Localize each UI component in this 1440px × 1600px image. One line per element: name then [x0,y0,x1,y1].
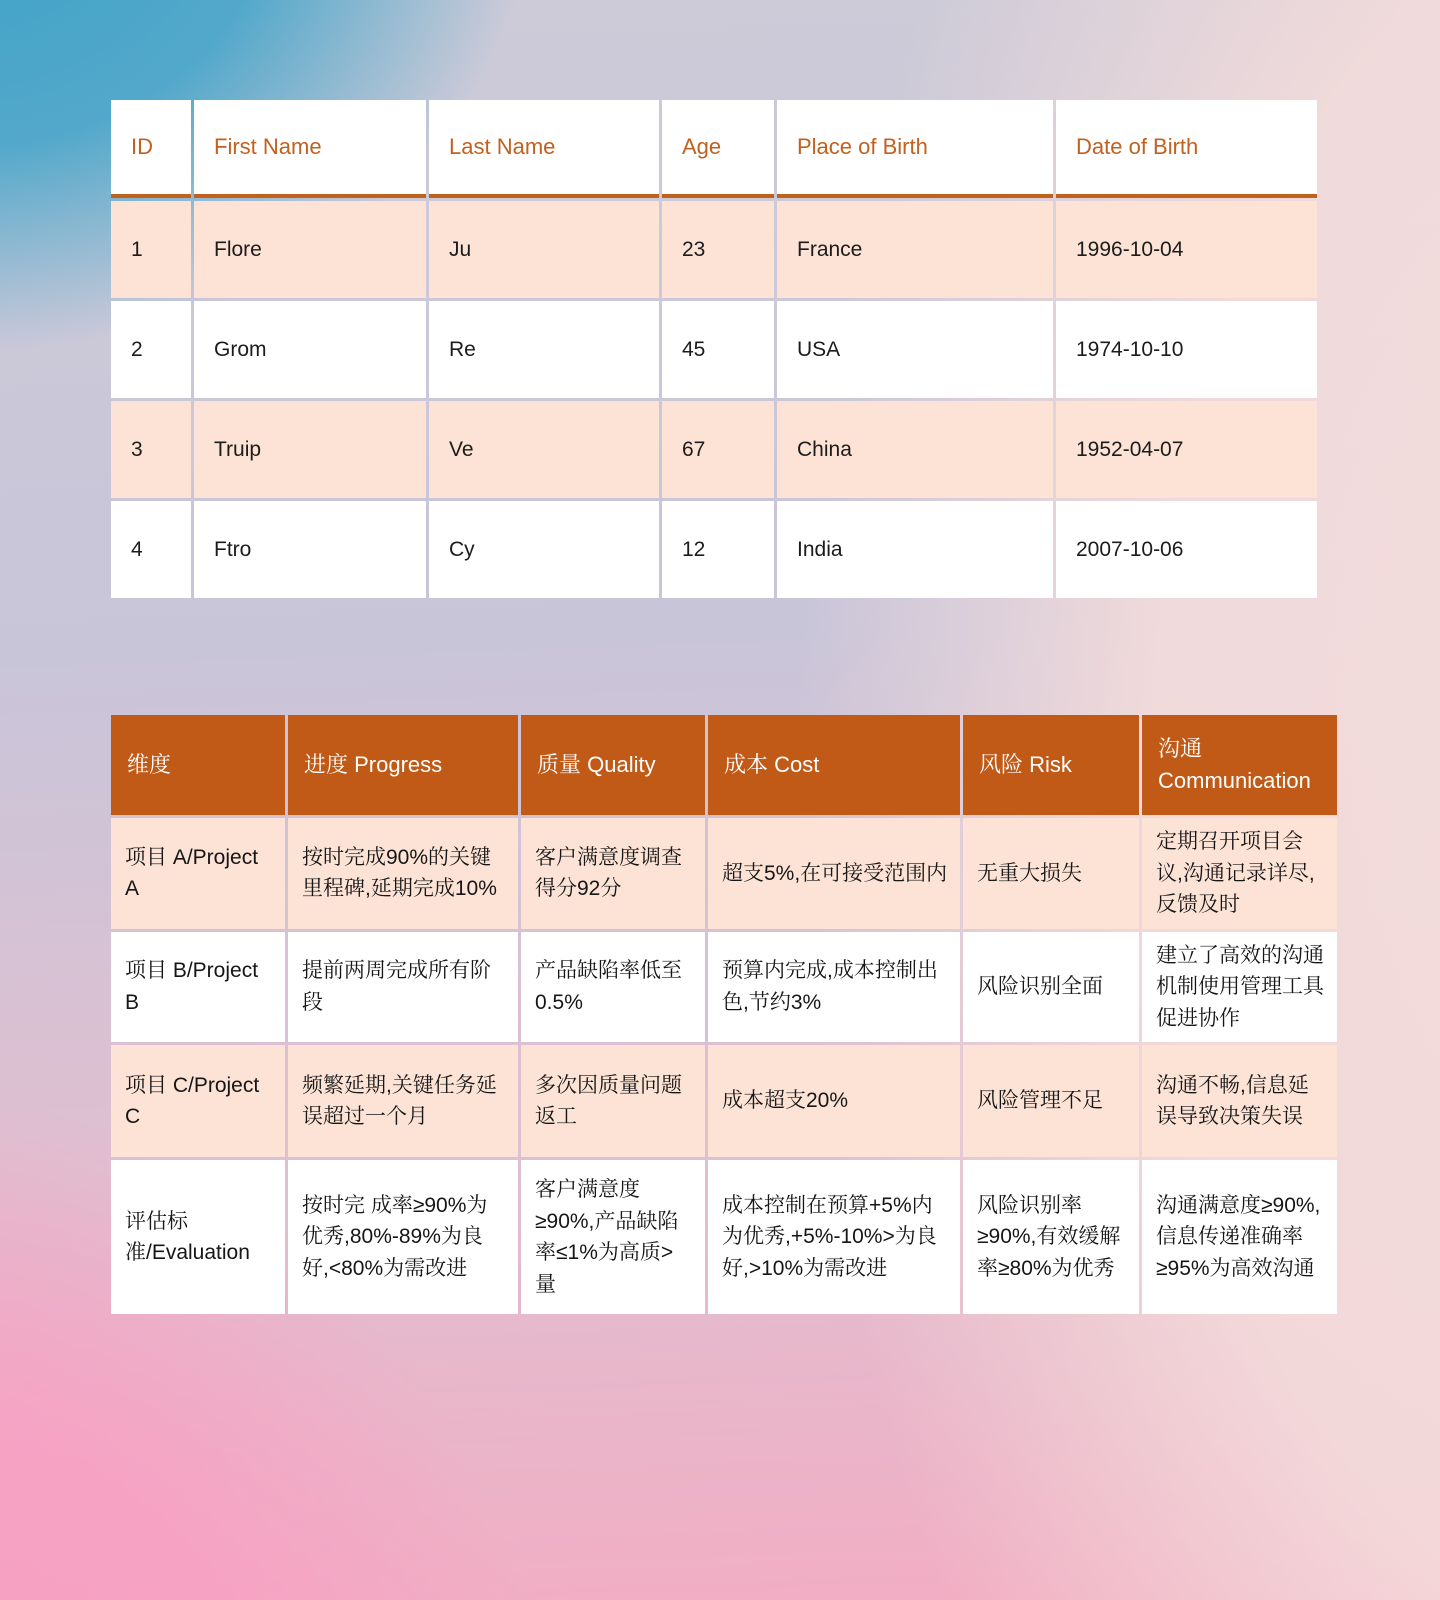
cell-quality: 客户满意度≥90%,产品缺陷率≤1%为高质>量 [521,1160,705,1314]
table-row-evaluation-criteria [111,1160,1337,1314]
cell-first-name: Truip [194,401,426,498]
table-row [111,301,1317,398]
cell-communication: 建立了高效的沟通机制使用管理工具促进协作 [1142,932,1337,1043]
column-header-communication: 沟通 Communication [1142,715,1337,815]
table-row [111,401,1317,498]
cell-cost: 成本控制在预算+5%内为优秀,+5%-10%>为良好,>10%为需改进 [708,1160,960,1314]
column-header-cost: 成本 Cost [708,715,960,815]
cell-communication: 沟通不畅,信息延误导致决策失误 [1142,1045,1337,1157]
cell-dimension: 项目 C/Project C [111,1045,285,1157]
cell-last-name: Re [429,301,659,398]
table-row-project-a [111,818,1337,929]
column-header-quality: 质量 Quality [521,715,705,815]
cell-id: 4 [111,501,191,598]
cell-age: 12 [662,501,774,598]
cell-last-name: Ve [429,401,659,498]
cell-id: 2 [111,301,191,398]
column-header-place-of-birth: Place of Birth [777,100,1053,198]
cell-dimension: 评估标准/Evaluation [111,1160,285,1314]
people-table-header-row [111,100,1317,198]
cell-quality: 多次因质量问题返工 [521,1045,705,1157]
cell-progress: 按时完成90%的关键里程碑,延期完成10% [288,818,518,929]
column-header-age: Age [662,100,774,198]
cell-age: 45 [662,301,774,398]
cell-progress: 频繁延期,关键任务延误超过一个月 [288,1045,518,1157]
cell-risk: 无重大损失 [963,818,1139,929]
project-evaluation-table [108,712,1340,1317]
cell-risk: 风险识别全面 [963,932,1139,1043]
cell-risk: 风险识别率≥90%,有效缓解率≥80%为优秀 [963,1160,1139,1314]
cell-id: 1 [111,201,191,298]
cell-risk: 风险管理不足 [963,1045,1139,1157]
cell-progress: 按时完 成率≥90%为优秀,80%-89%为良好,<80%为需改进 [288,1160,518,1314]
cell-quality: 客户满意度调查得分92分 [521,818,705,929]
cell-age: 23 [662,201,774,298]
cell-communication: 定期召开项目会议,沟通记录详尽,反馈及时 [1142,818,1337,929]
cell-cost: 成本超支20% [708,1045,960,1157]
table-row [111,501,1317,598]
cell-place-of-birth: France [777,201,1053,298]
cell-progress: 提前两周完成所有阶段 [288,932,518,1043]
column-header-dimension: 维度 [111,715,285,815]
cell-date-of-birth: 1974-10-10 [1056,301,1317,398]
cell-cost: 超支5%,在可接受范围内 [708,818,960,929]
column-header-progress: 进度 Progress [288,715,518,815]
cell-place-of-birth: USA [777,301,1053,398]
people-table [108,97,1320,601]
cell-dimension: 项目 A/Project A [111,818,285,929]
column-header-risk: 风险 Risk [963,715,1139,815]
cell-last-name: Cy [429,501,659,598]
cell-quality: 产品缺陷率低至0.5% [521,932,705,1043]
column-header-date-of-birth: Date of Birth [1056,100,1317,198]
cell-date-of-birth: 1996-10-04 [1056,201,1317,298]
column-header-last-name: Last Name [429,100,659,198]
cell-first-name: Ftro [194,501,426,598]
evaluation-table-header-row [111,715,1337,815]
table-row-project-b [111,932,1337,1043]
cell-dimension: 项目 B/Project B [111,932,285,1043]
cell-first-name: Grom [194,301,426,398]
cell-age: 67 [662,401,774,498]
cell-place-of-birth: India [777,501,1053,598]
cell-last-name: Ju [429,201,659,298]
column-header-first-name: First Name [194,100,426,198]
cell-first-name: Flore [194,201,426,298]
cell-id: 3 [111,401,191,498]
cell-cost: 预算内完成,成本控制出色,节约3% [708,932,960,1043]
cell-place-of-birth: China [777,401,1053,498]
table-row-project-c [111,1045,1337,1157]
cell-communication: 沟通满意度≥90%,信息传递准确率≥95%为高效沟通 [1142,1160,1337,1314]
cell-date-of-birth: 1952-04-07 [1056,401,1317,498]
table-row [111,201,1317,298]
column-header-id: ID [111,100,191,198]
cell-date-of-birth: 2007-10-06 [1056,501,1317,598]
